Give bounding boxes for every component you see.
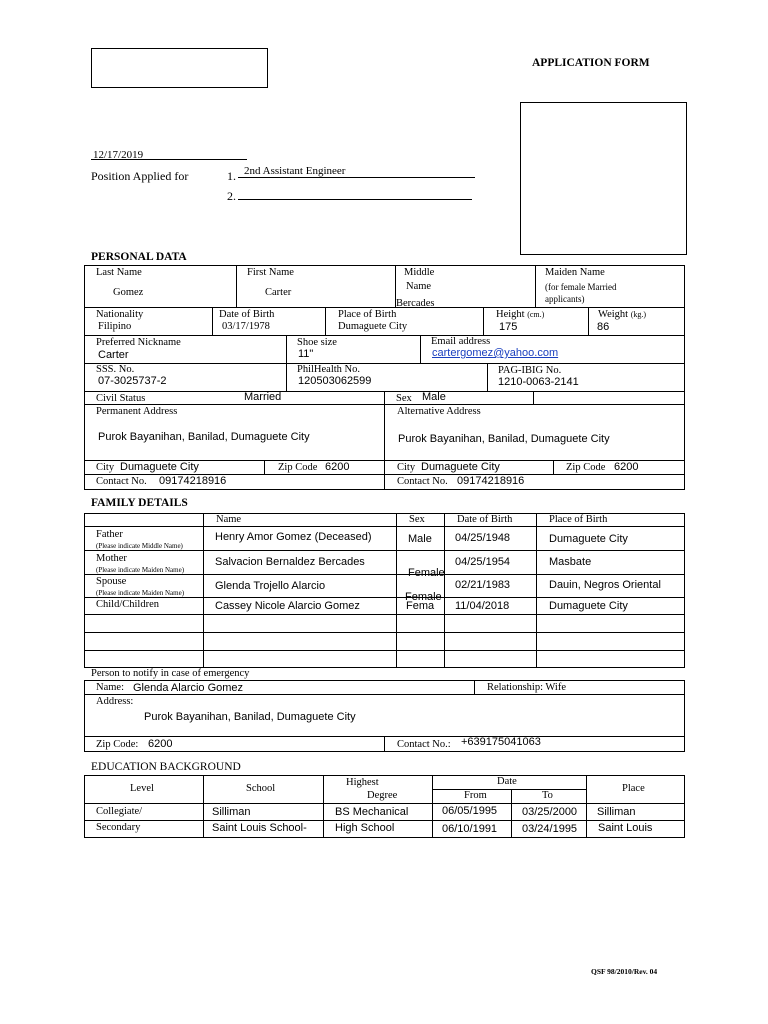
dob-value[interactable]: 03/17/1978 [222,321,270,332]
photo-box [520,102,687,255]
edu-row-from[interactable]: 06/10/1991 [442,823,498,835]
middle-name-label-line2: Name [406,281,432,292]
height-label: Height (cm.) [496,309,545,320]
civil-status-value[interactable]: Married [244,391,282,403]
alt-city-value[interactable]: Dumaguete City [421,461,500,473]
pob-value[interactable]: Dumaguete City [338,321,408,332]
family-row-dob[interactable]: 11/04/2018 [455,600,510,612]
family-row-dob[interactable]: 04/25/1954 [455,556,511,568]
form-code: QSF 98/2010/Rev. 04 [591,967,658,976]
contact-value[interactable]: 09174218916 [159,475,227,487]
family-row-name[interactable]: Henry Amor Gomez (Deceased) [215,531,372,543]
edu-header-level: Level [130,783,154,794]
nickname-value[interactable]: Carter [98,349,129,361]
edu-row-level: Secondary [96,822,141,833]
family-row-name[interactable]: Salvacion Bernaldez Bercades [215,556,365,568]
philhealth-value[interactable]: 120503062599 [298,375,372,387]
edu-header-from: From [464,790,487,801]
first-name-label: First Name [247,267,294,278]
edu-header-degree: Degree [367,790,398,801]
maiden-name-label: Maiden Name [545,267,605,278]
contact-label: Contact No. [96,476,147,487]
permanent-address-label: Permanent Address [96,406,178,417]
emergency-address-value[interactable]: Purok Bayanihan, Banilad, Dumaguete City [144,711,356,723]
position-1-value[interactable]: 2nd Assistant Engineer [244,165,346,177]
family-header-sex: Sex [409,514,425,525]
zip-code-value[interactable]: 6200 [325,461,350,473]
family-row-label: Child/Children [96,599,159,610]
family-row-note: (Please indicate Middle Name) [96,542,183,550]
sss-label: SSS. No. [96,364,135,375]
edu-row-school[interactable]: Silliman [212,806,251,818]
middle-name-label-line1: Middle [404,267,435,278]
nationality-value[interactable]: Filipino [98,321,132,332]
weight-value[interactable]: 86 [597,321,610,333]
family-row-sex[interactable]: Fema [406,600,435,612]
family-row-sex[interactable]: Male [408,533,432,545]
edu-row-place[interactable]: Silliman [597,806,636,818]
family-row-label: Spouse [96,576,127,587]
philhealth-label: PhilHealth No. [297,364,360,375]
edu-row-to[interactable]: 03/25/2000 [522,806,578,818]
edu-header-school: School [246,783,276,794]
family-details-heading: FAMILY DETAILS [91,497,188,509]
family-header-dob: Date of Birth [457,514,513,525]
dob-label: Date of Birth [219,309,275,320]
weight-unit: (kg.) [630,310,647,319]
family-row-sex[interactable]: Female [405,591,442,603]
emergency-zip-label: Zip Code: [96,739,139,750]
zip-code-label: Zip Code [278,462,318,473]
alt-zip-code-label: Zip Code [566,462,606,473]
permanent-address-value[interactable]: Purok Bayanihan, Banilad, Dumaguete City [98,431,310,443]
edu-row-place[interactable]: Saint Louis [598,822,653,834]
edu-header-date: Date [497,776,517,787]
edu-row-degree[interactable]: High School [335,822,395,834]
pagibig-value[interactable]: 1210-0063-2141 [498,376,579,388]
family-row-name[interactable]: Cassey Nicole Alarcio Gomez [215,600,360,612]
logo-placeholder-box [91,48,268,88]
emergency-relationship[interactable]: Relationship: Wife [487,682,566,693]
family-row-pob[interactable]: Dumaguete City [549,600,628,612]
personal-data-heading: PERSONAL DATA [91,251,187,263]
edu-header-place: Place [622,783,645,794]
family-row-pob[interactable]: Masbate [549,556,592,568]
city-label: City [96,462,115,473]
height-value[interactable]: 175 [499,321,518,333]
sss-value[interactable]: 07-3025737-2 [98,375,167,387]
family-row-note: (Please indicate Maiden Name) [96,566,185,574]
maiden-name-note-line1: (for female Married [545,282,617,292]
edu-row-degree[interactable]: BS Mechanical [335,806,409,818]
edu-header-highest: Highest [346,777,379,788]
alt-contact-label: Contact No. [397,476,448,487]
emergency-contact-label: Contact No.: [397,739,451,750]
emergency-name-value[interactable]: Glenda Alarcio Gomez [133,682,244,694]
height-unit: (cm.) [527,310,545,319]
edu-row-school[interactable]: Saint Louis School- [212,822,307,834]
maiden-name-note-line2: applicants) [545,294,585,304]
nationality-label: Nationality [96,309,144,320]
family-row-name[interactable]: Glenda Trojello Alarcio [215,580,326,592]
sex-value[interactable]: Male [422,391,446,403]
middle-name-value[interactable]: Bercades [396,298,435,309]
email-link[interactable]: cartergomez@yahoo.com [432,347,559,359]
family-row-dob[interactable]: 04/25/1948 [455,532,511,544]
last-name-value[interactable]: Gomez [113,287,144,298]
alt-zip-code-value[interactable]: 6200 [614,461,639,473]
family-header-name: Name [216,514,242,525]
position-label: Position Applied for [91,169,189,183]
last-name-label: Last Name [96,267,142,278]
emergency-name-label: Name: [96,682,124,693]
edu-row-level: Collegiate/ [96,806,143,817]
edu-row-from[interactable]: 06/05/1995 [442,805,498,817]
family-row-label: Mother [96,553,127,564]
form-title: APPLICATION FORM [532,57,650,69]
family-row-note: (Please indicate Maiden Name) [96,589,185,597]
civil-status-label: Civil Status [96,393,146,404]
first-name-value[interactable]: Carter [265,287,292,298]
pagibig-label: PAG-IBIG No. [498,365,562,376]
alternative-address-label: Alternative Address [397,406,481,417]
emergency-zip-value[interactable]: 6200 [148,738,173,750]
family-row-sex[interactable]: Female [408,567,445,579]
emergency-heading: Person to notify in case of emergency [91,668,250,679]
family-header-pob: Place of Birth [549,514,608,525]
weight-label: Weight (kg.) [598,309,647,320]
position-2-number: 2. [227,189,236,203]
emergency-contact-value[interactable]: +639175041063 [461,736,541,748]
pob-label: Place of Birth [338,309,397,320]
email-label: Email address [431,336,491,347]
family-row-dob[interactable]: 02/21/1983 [455,579,511,591]
alt-contact-value[interactable]: 09174218916 [457,475,525,487]
alternative-address-value[interactable]: Purok Bayanihan, Banilad, Dumaguete City [398,433,610,445]
family-row-pob[interactable]: Dumaguete City [549,533,628,545]
shoe-size-label: Shoe size [297,337,337,348]
family-row-pob[interactable]: Dauin, Negros Oriental [549,579,661,591]
emergency-address-label: Address: [96,696,134,707]
alt-city-label: City [397,462,416,473]
edu-row-to[interactable]: 03/24/1995 [522,823,578,835]
city-value[interactable]: Dumaguete City [120,461,199,473]
education-heading: EDUCATION BACKGROUND [91,761,241,773]
date-value[interactable]: 12/17/2019 [93,149,144,161]
position-1-number: 1. [227,169,236,183]
sex-label: Sex [396,393,412,404]
family-row-label: Father [96,529,123,540]
shoe-size-value[interactable]: 11" [298,348,314,360]
nickname-label: Preferred Nickname [96,337,181,348]
edu-header-to: To [542,790,553,801]
